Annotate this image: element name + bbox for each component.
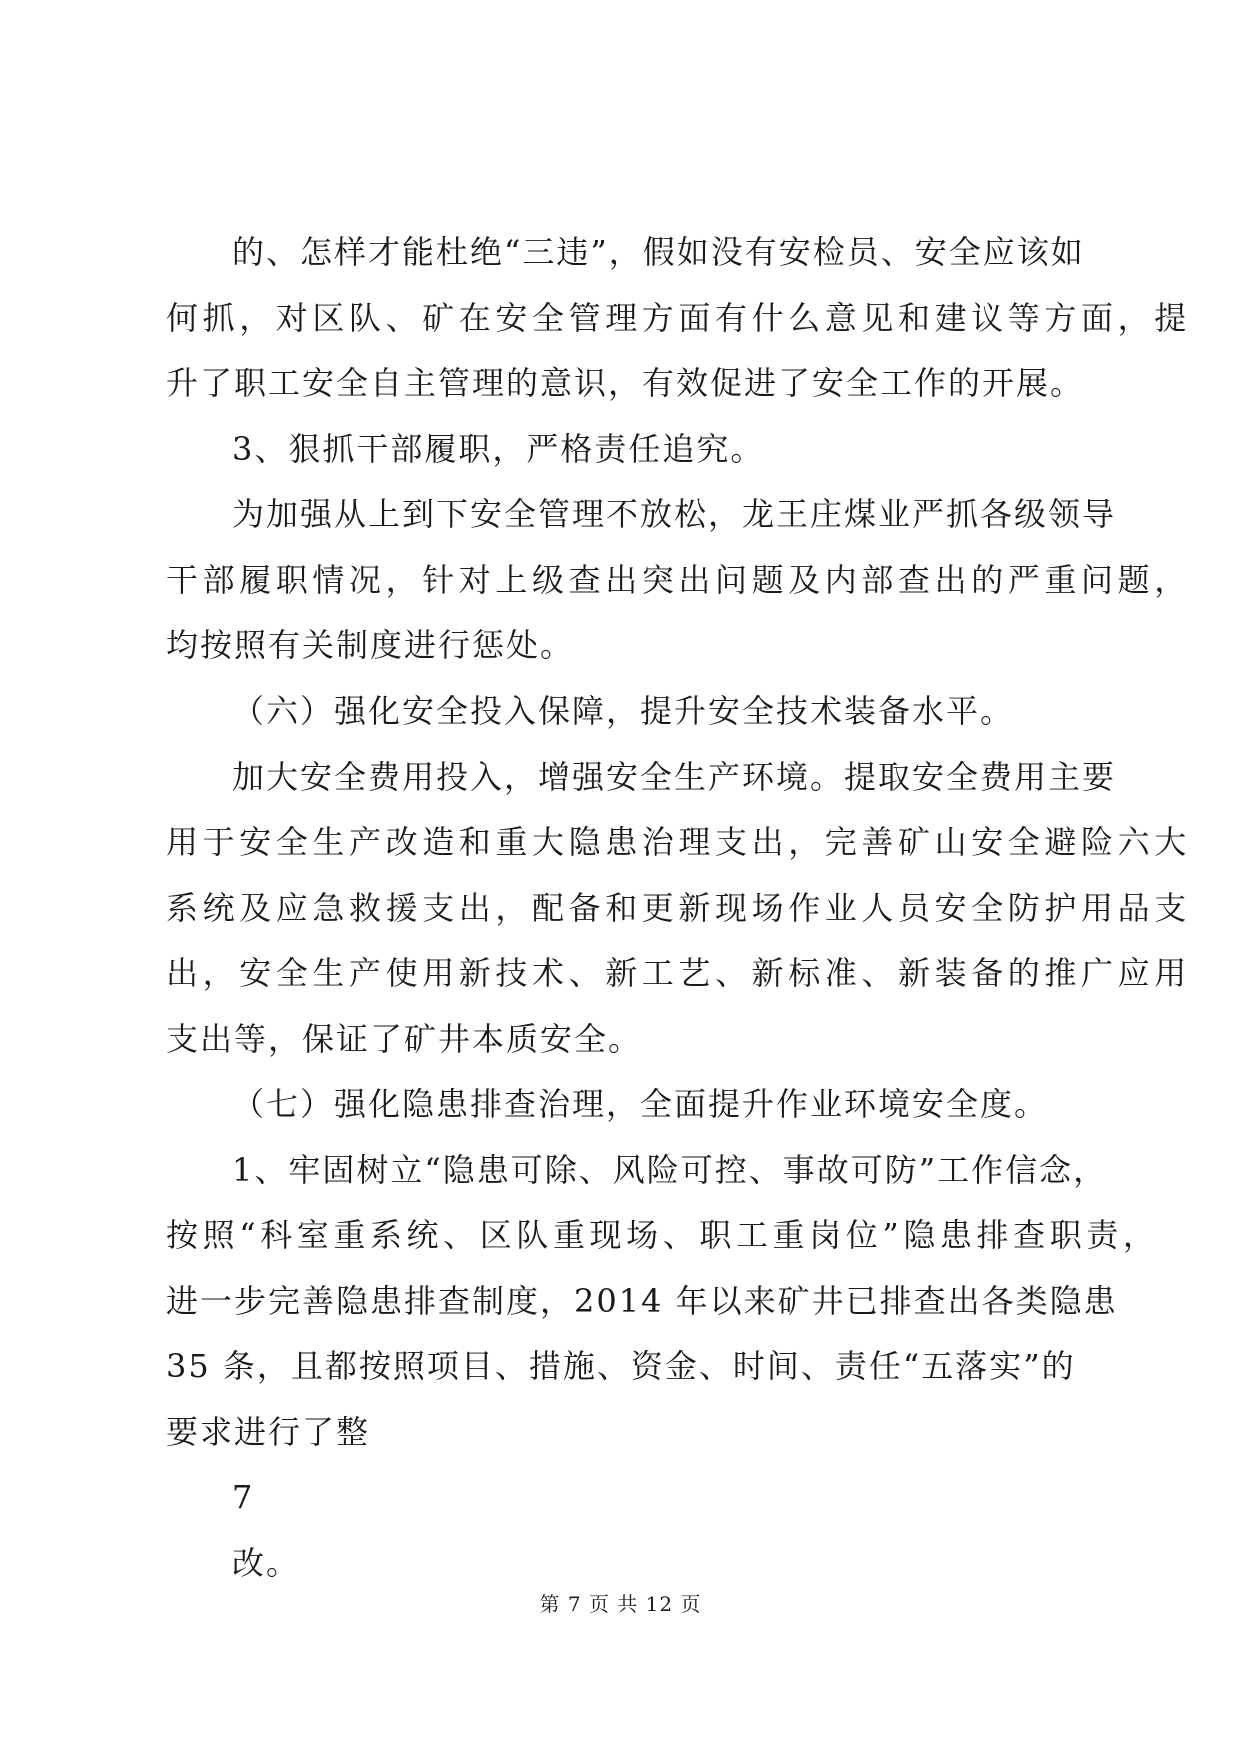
- section-heading: （六）强化安全投入保障，提升安全技术装备水平。: [232, 692, 1015, 730]
- text-line: 干部履职情况，针对上级查出突出问题及内部查出的严重问题，: [166, 561, 1191, 599]
- text-line: 要求进行了整: [166, 1413, 371, 1451]
- text-line: 35 条，且都按照项目、措施、资金、时间、责任“五落实”的: [166, 1347, 1076, 1385]
- text-line: 进一步完善隐患排查制度，2014 年以来矿井已排查出各类隐患: [166, 1282, 1118, 1320]
- text-line: 按照“科室重系统、区队重现场、职工重岗位”隐患排查职责，: [166, 1216, 1160, 1254]
- text-line: 1、牢固树立“隐患可除、风险可控、事故可防”工作信念，: [232, 1151, 1108, 1189]
- section-heading: （七）强化隐患排查治理，全面提升作业环境安全度。: [232, 1085, 1049, 1123]
- text-line: 改。: [232, 1544, 301, 1582]
- text-line: 均按照有关制度进行惩处。: [166, 626, 575, 664]
- text-line: 系统及应急救援支出，配备和更新现场作业人员安全防护用品支: [166, 889, 1191, 927]
- page-footer: 第 7 页 共 12 页: [539, 1592, 702, 1616]
- text-line: 加大安全费用投入，增强安全生产环境。提取安全费用主要: [232, 758, 1117, 796]
- text-line: 出，安全生产使用新技术、新工艺、新标准、新装备的推广应用: [166, 954, 1191, 992]
- text-line: 为加强从上到下安全管理不放松，龙王庄煤业严抓各级领导: [232, 495, 1117, 533]
- text-line: 支出等，保证了矿井本质安全。: [166, 1020, 643, 1058]
- text-line: 用于安全生产改造和重大隐患治理支出，完善矿山安全避险六大: [166, 823, 1191, 861]
- text-line: 升了职工安全自主管理的意识，有效促进了安全工作的开展。: [166, 364, 1085, 402]
- text-line: 的、怎样才能杜绝“三违”，假如没有安检员、安全应该如: [232, 233, 1085, 271]
- section-subheading: 3、狠抓干部履职，严格责任追究。: [232, 430, 765, 468]
- text-line: 何抓，对区队、矿在安全管理方面有什么意见和建议等方面，提: [166, 299, 1191, 337]
- page-number-inline: 7: [232, 1478, 255, 1516]
